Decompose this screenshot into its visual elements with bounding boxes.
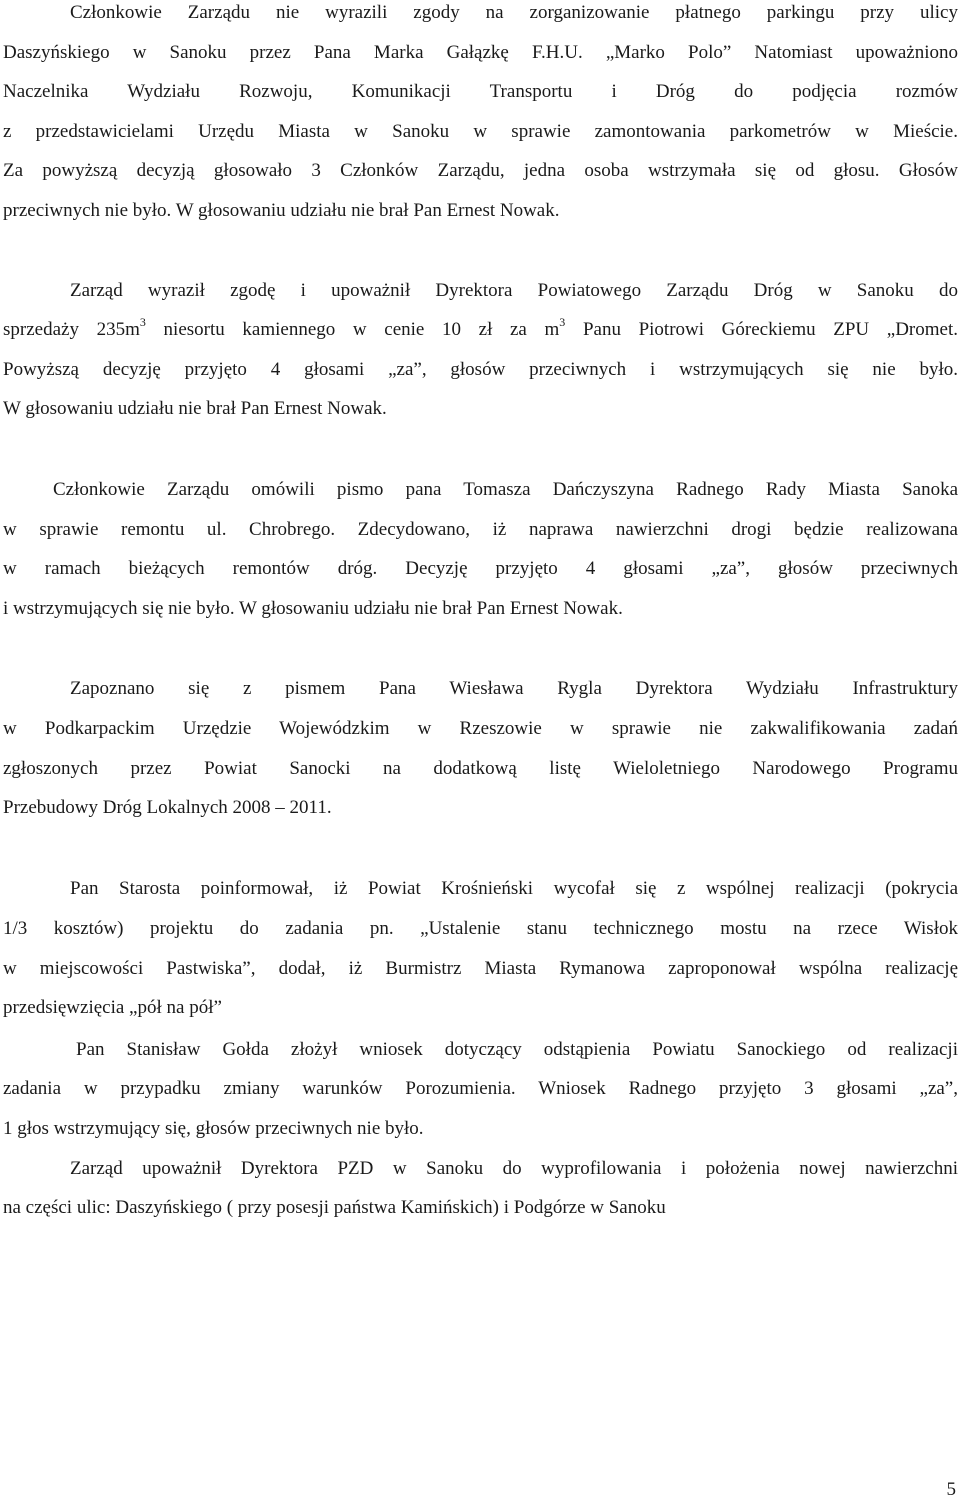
text-line: Zarząd upoważnił Dyrektora PZD w Sanoku do wyprofilowania i położenia nowej nawierzchni <box>70 1158 958 1179</box>
text-line: i wstrzymujących się nie było. W głosowaniu udziału nie brał Pan Ernest Nowak. <box>3 598 623 619</box>
text-line: Członkowie Zarządu nie wyrazili zgody na zorganizowanie płatnego parkingu przy ulicy <box>70 2 958 23</box>
text-line: Za powyższą decyzją głosowało 3 Członków Zarządu, jedna osoba wstrzymała się od głosu. Głosów <box>3 160 958 181</box>
text-line: w Podkarpackim Urzędzie Wojewódzkim w Rzeszowie w sprawie nie zakwalifikowania zadań <box>3 718 958 739</box>
text-segment: sprzedaży 235m <box>3 319 140 340</box>
text-line: zgłoszonych przez Powiat Sanocki na dodatkową listę Wieloletniego Narodowego Programu <box>3 758 958 779</box>
text-segment: niesortu kamiennego w cenie 10 zł za m <box>145 319 560 340</box>
text-line: 1/3 kosztów) projektu do zadania pn. „Ustalenie stanu technicznego mostu na rzece Wisłok <box>3 918 958 939</box>
text-line: Zarząd wyraził zgodę i upoważnił Dyrektora Powiatowego Zarządu Dróg w Sanoku do <box>70 280 958 301</box>
text-line: Zapoznano się z pismem Pana Wiesława Rygla Dyrektora Wydziału Infrastruktury <box>70 678 958 699</box>
text-line: Powyższą decyzję przyjęto 4 głosami „za”, głosów przeciwnych i wstrzymujących się nie było. <box>3 359 958 380</box>
text-line: Pan Stanisław Gołda złożył wniosek dotyczący odstąpienia Powiatu Sanockiego od realizacji <box>76 1039 958 1060</box>
text-line: Daszyńskiego w Sanoku przez Pana Marka Gałązkę F.H.U. „Marko Polo” Natomiast upoważniono <box>3 42 958 63</box>
text-line: Naczelnika Wydziału Rozwoju, Komunikacji Transportu i Dróg do podjęcia rozmów <box>3 81 958 102</box>
text-line: na części ulic: Daszyńskiego ( przy posesji państwa Kamińskich) i Podgórze w Sanoku <box>3 1197 666 1218</box>
text-line: w miejscowości Pastwiska”, dodał, iż Burmistrz Miasta Rymanowa zaproponował wspólna realizację <box>3 958 958 979</box>
text-line: 1 głos wstrzymujący się, głosów przeciwnych nie było. <box>3 1118 424 1139</box>
text-line <box>3 314 959 342</box>
text-line: Członkowie Zarządu omówili pismo pana Tomasza Dańczyszyna Radnego Rady Miasta Sanoka <box>53 479 958 500</box>
text-line: z przedstawicielami Urzędu Miasta w Sanoku w sprawie zamontowania parkometrów w Mieście. <box>3 121 958 142</box>
text-line: przeciwnych nie było. W głosowaniu udziału nie brał Pan Ernest Nowak. <box>3 200 560 221</box>
superscript: 3 <box>139 314 146 329</box>
text-line: w ramach bieżących remontów dróg. Decyzję przyjęto 4 głosami „za”, głosów przeciwnych <box>3 558 958 579</box>
text-line: W głosowaniu udziału nie brał Pan Ernest Nowak. <box>3 398 387 419</box>
superscript: 3 <box>559 314 566 329</box>
text-segment: Panu Piotrowi Góreckiemu ZPU „Dromet. <box>565 319 959 340</box>
text-line: Przebudowy Dróg Lokalnych 2008 – 2011. <box>3 797 332 818</box>
text-line: Pan Starosta poinformował, iż Powiat Krośnieński wycofał się z wspólnej realizacji (pokrycia <box>70 878 958 899</box>
text-line: zadania w przypadku zmiany warunków Porozumienia. Wniosek Radnego przyjęto 3 głosami „za”, <box>3 1078 958 1099</box>
text-line: przedsięwzięcia „pół na pół” <box>3 997 222 1018</box>
text-line: w sprawie remontu ul. Chrobrego. Zdecydowano, iż naprawa nawierzchni drogi będzie realizowana <box>3 519 958 540</box>
page-number: 5 <box>946 1479 956 1500</box>
